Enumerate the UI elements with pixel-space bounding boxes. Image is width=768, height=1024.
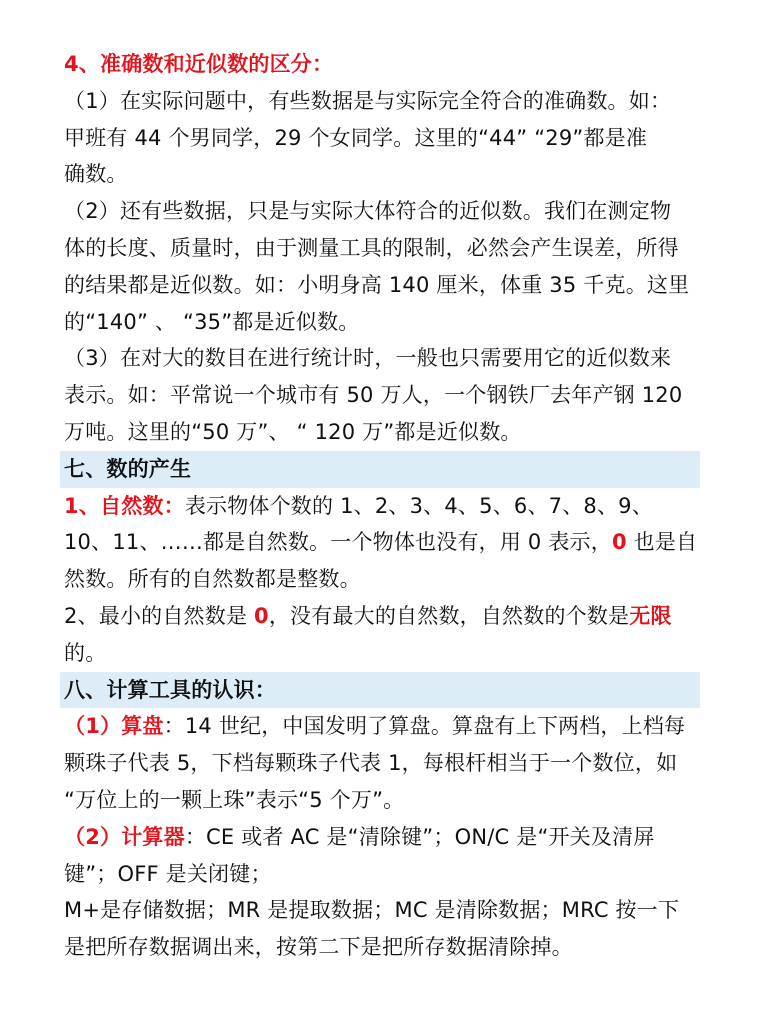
paragraph-line (64, 598, 704, 635)
paragraph-line: 颗珠子代表 5，下档每颗珠子代表 1，每根杆相当于一个数位，如 (64, 751, 678, 776)
paragraph-line (64, 708, 704, 745)
section-4-paragraph-1 (64, 83, 704, 193)
highlight-zero: 0 (611, 530, 627, 555)
paragraph-line: （2）还有些数据，只是与实际大体符合的近似数。我们在测定物 (64, 199, 672, 224)
section-4-title: 4、准确数和近似数的区分： (64, 52, 334, 76)
inline-text: 10、11、……都是自然数。一个物体也没有，用 0 表示， (64, 530, 612, 555)
paragraph-line: 的“140” 、 “35”都是近似数。 (64, 309, 360, 334)
inline-text: ，没有最大的自然数，自然数的个数是 (268, 603, 630, 628)
paragraph-line (64, 488, 704, 525)
highlight-zero: 0 (254, 603, 269, 628)
inline-text: 2、最小的自然数是 (64, 603, 255, 628)
paragraph-line: 万吨。这里的“50 万”、 “ 120 万”都是近似数。 (64, 419, 522, 444)
paragraph-line: 确数。 (64, 162, 128, 187)
smallest-natural-number-item (64, 598, 704, 672)
paragraph-line: “万位上的一颗上珠”表示“5 个万”。 (64, 787, 405, 812)
paragraph-line: 甲班有 44 个男同学，29 个女同学。这里的“44” “29”都是准 (64, 125, 648, 150)
natural-number-item (64, 488, 704, 598)
section-8-heading: 八、计算工具的认识： (60, 672, 700, 709)
abacus-label: （1）算盘 (64, 714, 164, 739)
inline-text: 也是自 (626, 530, 698, 555)
inline-text: ：14 世纪，中国发明了算盘。算盘有上下两档，上档每 (163, 714, 686, 739)
calculator-item (64, 819, 704, 966)
calculator-label: （2）计算器 (64, 824, 185, 849)
section-7-heading: 七、数的产生 (60, 451, 700, 488)
abacus-item (64, 708, 704, 818)
natural-number-label: 1、自然数： (64, 493, 185, 518)
paragraph-line: 体的长度、质量时，由于测量工具的限制，必然会产生误差，所得 (64, 235, 679, 260)
paragraph-line: 然数。所有的自然数都是整数。 (64, 567, 361, 592)
paragraph-line (64, 524, 704, 561)
paragraph-line: （3）在对大的数目在进行统计时，一般也只需要用它的近似数来 (64, 346, 672, 371)
section-4-paragraph-2 (64, 193, 704, 340)
highlight-infinite: 无限 (629, 603, 672, 628)
inline-text: ：CE 或者 AC 是“清除键”；ON/C 是“开关及清屏 (184, 824, 655, 849)
paragraph-line (64, 819, 704, 856)
paragraph-line: M+是存储数据；MR 是提取数据；MC 是清除数据；MRC 按一下 (64, 898, 680, 923)
paragraph-line: 的结果都是近似数。如：小明身高 140 厘米，体重 35 千克。这里 (64, 272, 690, 297)
paragraph-line: 键”；OFF 是关闭键； (64, 861, 272, 886)
paragraph-line: 的。 (64, 640, 107, 665)
paragraph-line: 表示。如：平常说一个城市有 50 万人，一个钢铁厂去年产钢 120 (64, 383, 683, 408)
inline-text: 表示物体个数的 1、2、3、4、5、6、7、8、9、 (184, 493, 653, 518)
paragraph-line: 是把所存数据调出来，按第二下是把所存数据清除掉。 (64, 935, 573, 960)
section-4-paragraph-3 (64, 340, 704, 450)
paragraph-line: （1）在实际问题中，有些数据是与实际完全符合的准确数。如： (64, 88, 672, 113)
